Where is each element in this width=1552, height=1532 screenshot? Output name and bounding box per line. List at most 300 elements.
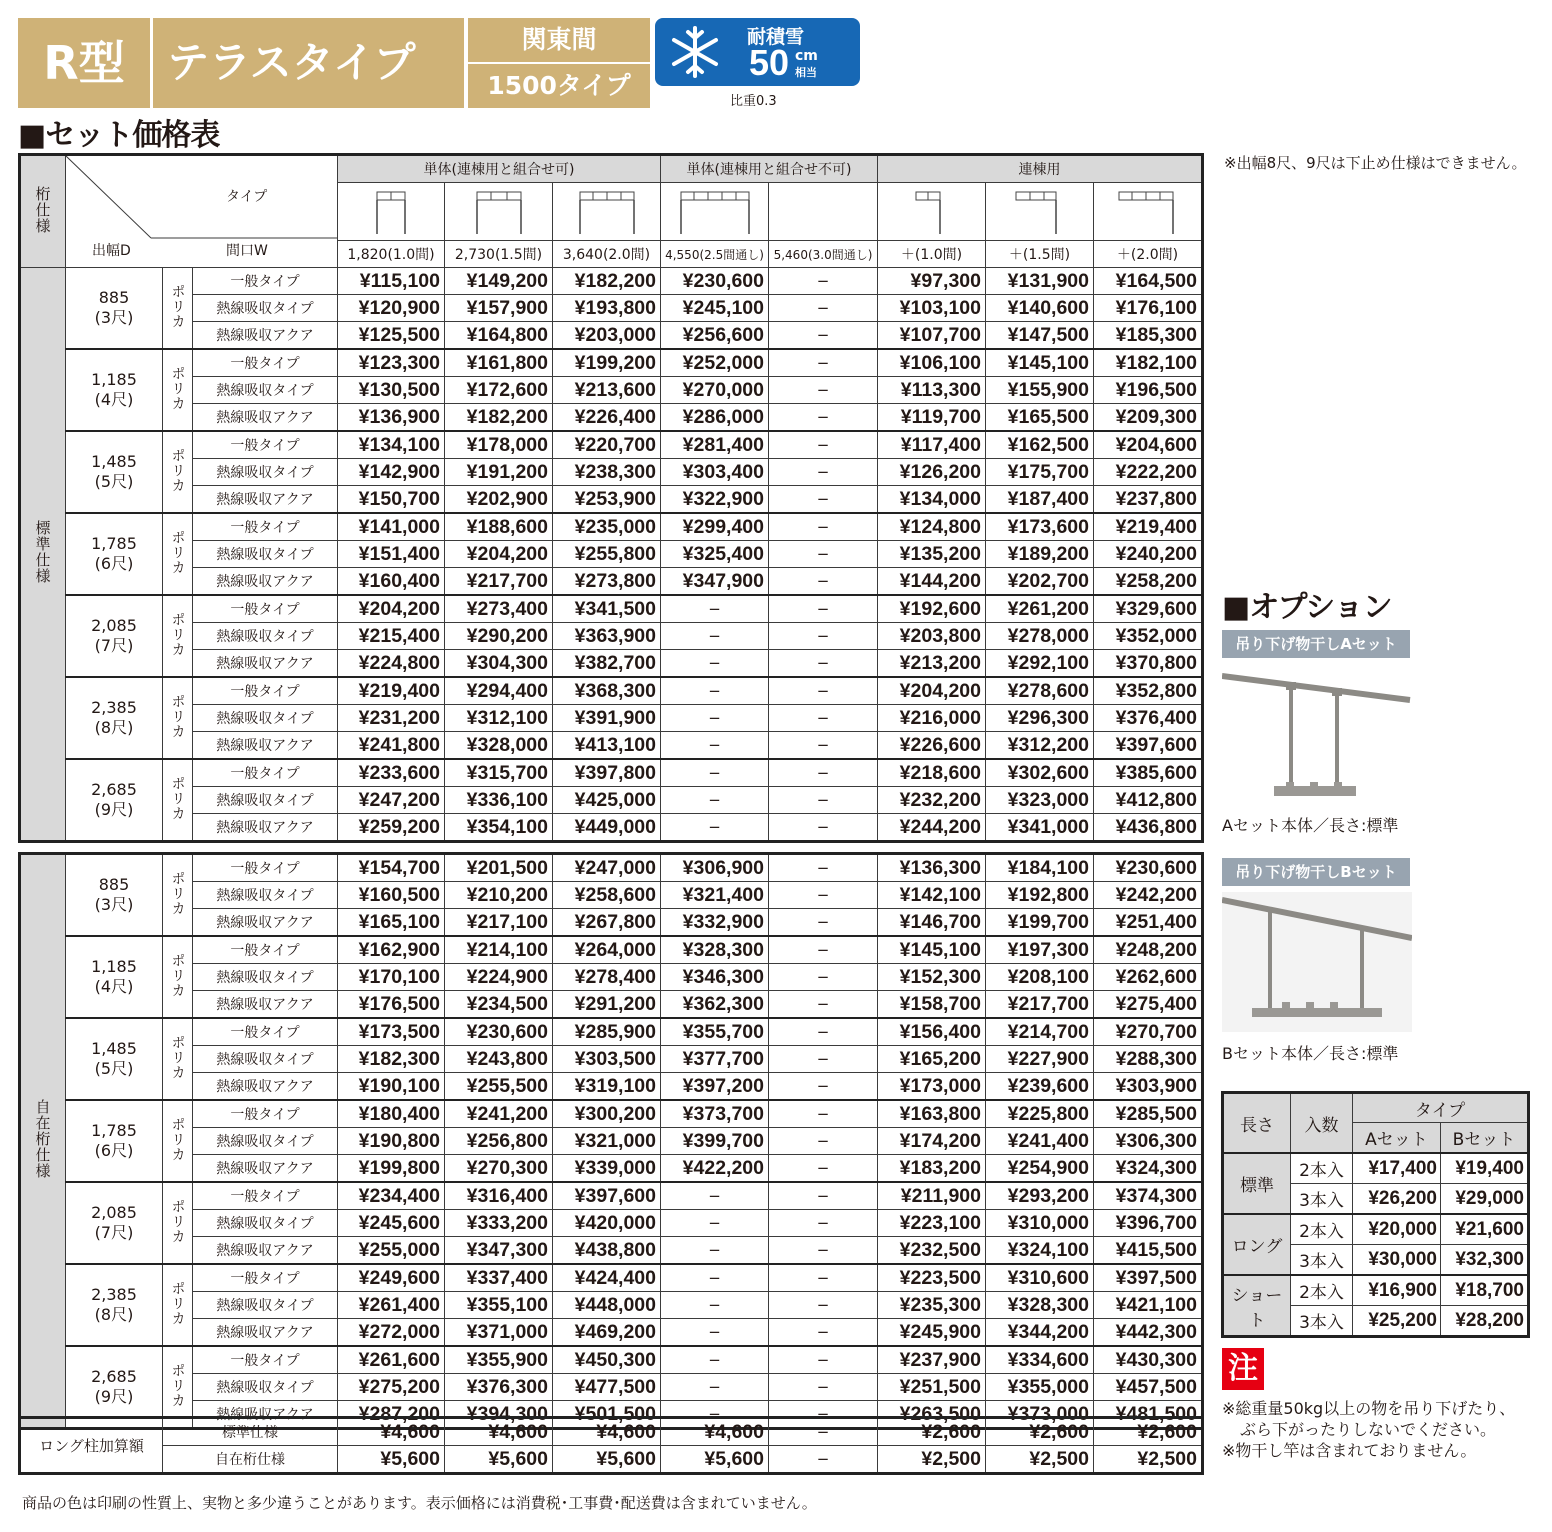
price-cell: ¥237,900 <box>878 1346 986 1374</box>
price-cell: ¥131,900 <box>986 268 1094 295</box>
price-cell: ¥264,000 <box>553 936 661 964</box>
price-cell: ¥412,800 <box>1094 787 1203 814</box>
corner-depth: 出幅D <box>92 243 131 259</box>
price-cell: ¥288,300 <box>1094 1046 1203 1073</box>
price-row <box>20 595 1203 623</box>
price-cell: ¥215,400 <box>338 623 445 650</box>
price-unavailable: − <box>661 1374 769 1401</box>
type-name-box <box>153 18 464 108</box>
price-cell: ¥182,200 <box>445 404 553 432</box>
price-cell: ¥267,800 <box>553 909 661 937</box>
price-unavailable: − <box>769 295 878 322</box>
option-note-1: ※総重量50kg以上の物を吊り下げたり、 <box>1222 1399 1516 1418</box>
price-cell: ¥258,600 <box>553 882 661 909</box>
price-cell: ¥163,800 <box>878 1100 986 1128</box>
shape-5 <box>769 183 878 241</box>
price-row <box>20 759 1203 787</box>
price-unavailable: − <box>769 459 878 486</box>
depth-value: 1,785 <box>91 534 137 553</box>
material-cell <box>163 677 193 759</box>
price-cell: ¥255,500 <box>445 1073 553 1101</box>
price-cell: ¥347,300 <box>445 1237 553 1265</box>
price-cell: ¥180,400 <box>338 1100 445 1128</box>
price-cell: ¥199,700 <box>986 909 1094 937</box>
type-label: 一般タイプ <box>193 854 338 882</box>
price-cell: ¥448,000 <box>553 1292 661 1319</box>
price-cell: ¥442,300 <box>1094 1319 1203 1347</box>
price-cell: ¥199,200 <box>553 349 661 377</box>
option-count: 3本入 <box>1291 1184 1353 1215</box>
price-cell: ¥231,200 <box>338 705 445 732</box>
section-label: 標準仕様 <box>33 520 52 584</box>
price-unavailable: − <box>661 787 769 814</box>
price-cell: ¥303,900 <box>1094 1073 1203 1101</box>
section-spacer-cell <box>20 842 1203 854</box>
price-row <box>20 909 1203 937</box>
option-price-a: ¥25,200 <box>1353 1306 1441 1337</box>
price-cell: ¥126,200 <box>878 459 986 486</box>
price-cell: ¥255,000 <box>338 1237 445 1265</box>
depth-shaku: (6尺) <box>94 1141 134 1160</box>
price-cell: ¥321,400 <box>661 882 769 909</box>
price-row <box>20 541 1203 568</box>
option-price-b: ¥19,400 <box>1441 1153 1529 1184</box>
price-cell: ¥240,200 <box>1094 541 1203 568</box>
depth-cell <box>66 431 163 513</box>
price-cell: ¥147,500 <box>986 322 1094 350</box>
material-cell <box>163 936 193 1018</box>
price-cell: ¥275,400 <box>1094 991 1203 1019</box>
price-cell: ¥344,200 <box>986 1319 1094 1347</box>
type-label: 熱線吸収アクア <box>193 991 338 1019</box>
depth-cell <box>66 349 163 431</box>
long-post-price: ¥4,600 <box>338 1418 445 1446</box>
price-cell: ¥217,700 <box>445 568 553 596</box>
price-unavailable: − <box>769 1128 878 1155</box>
price-cell: ¥103,100 <box>878 295 986 322</box>
price-cell: ¥234,400 <box>338 1182 445 1210</box>
depth-value: 2,385 <box>91 698 137 717</box>
price-unavailable: − <box>769 732 878 760</box>
material-cell <box>163 1182 193 1264</box>
type-label: 熱線吸収タイプ <box>193 295 338 322</box>
price-cell: ¥263,500 <box>878 1401 986 1429</box>
price-cell: ¥278,400 <box>553 964 661 991</box>
price-row <box>20 1073 1203 1101</box>
type-label: 熱線吸収アクア <box>193 909 338 937</box>
type-label: 熱線吸収タイプ <box>193 705 338 732</box>
type-label: 熱線吸収タイプ <box>193 541 338 568</box>
price-cell: ¥287,200 <box>338 1401 445 1429</box>
price-cell: ¥220,700 <box>553 431 661 459</box>
option-price-b: ¥29,000 <box>1441 1184 1529 1215</box>
width-header-2: 2,730(1.5間) <box>445 241 553 268</box>
long-post-price: ¥2,600 <box>878 1418 986 1446</box>
price-cell: ¥251,500 <box>878 1374 986 1401</box>
price-cell: ¥162,500 <box>986 431 1094 459</box>
option-price-a: ¥26,200 <box>1353 1184 1441 1215</box>
price-cell: ¥323,000 <box>986 787 1094 814</box>
price-cell: ¥248,200 <box>1094 936 1203 964</box>
price-cell: ¥352,000 <box>1094 623 1203 650</box>
price-cell: ¥420,000 <box>553 1210 661 1237</box>
price-cell: ¥106,100 <box>878 349 986 377</box>
snow-label: 耐積雪 <box>747 26 805 48</box>
depth-value: 885 <box>98 875 130 894</box>
type-label: 熱線吸収タイプ <box>193 459 338 486</box>
price-cell: ¥243,800 <box>445 1046 553 1073</box>
note-badge <box>1222 1348 1264 1390</box>
price-unavailable: − <box>661 1237 769 1265</box>
price-cell: ¥481,500 <box>1094 1401 1203 1429</box>
price-cell: ¥164,800 <box>445 322 553 350</box>
price-cell: ¥187,400 <box>986 486 1094 514</box>
price-unavailable: − <box>769 1401 878 1429</box>
price-cell: ¥315,700 <box>445 759 553 787</box>
type-label: 一般タイプ <box>193 936 338 964</box>
depth-shaku: (3尺) <box>94 308 134 327</box>
section-label: 自在桁仕様 <box>33 1099 52 1179</box>
width-header-4: 4,550(2.5間通し) <box>661 241 769 268</box>
price-cell: ¥136,300 <box>878 854 986 882</box>
depth-cell <box>66 1018 163 1100</box>
price-row <box>20 705 1203 732</box>
price-cell: ¥322,900 <box>661 486 769 514</box>
price-cell: ¥120,900 <box>338 295 445 322</box>
price-cell: ¥209,300 <box>1094 404 1203 432</box>
price-cell: ¥172,600 <box>445 377 553 404</box>
shape-4 <box>661 183 769 241</box>
price-unavailable: − <box>661 814 769 842</box>
shape-6 <box>878 183 986 241</box>
price-unavailable: − <box>769 650 878 678</box>
material-cell <box>163 349 193 431</box>
depth-value: 2,385 <box>91 1285 137 1304</box>
price-cell: ¥438,800 <box>553 1237 661 1265</box>
long-post-price: ¥5,600 <box>445 1446 553 1474</box>
price-cell: ¥142,100 <box>878 882 986 909</box>
price-row <box>20 1182 1203 1210</box>
type-label: 一般タイプ <box>193 1182 338 1210</box>
option-note-3: ※物干し竿は含まれておりません。 <box>1222 1441 1477 1460</box>
price-cell: ¥261,400 <box>338 1292 445 1319</box>
price-unavailable: − <box>769 1182 878 1210</box>
price-cell: ¥397,600 <box>553 1182 661 1210</box>
type-label: 熱線吸収タイプ <box>193 882 338 909</box>
price-cell: ¥211,900 <box>878 1182 986 1210</box>
price-unavailable: − <box>661 759 769 787</box>
material-cell <box>163 513 193 595</box>
depth-value: 2,085 <box>91 1203 137 1222</box>
shape-3 <box>553 183 661 241</box>
price-cell: ¥310,000 <box>986 1210 1094 1237</box>
width-header-3: 3,640(2.0間) <box>553 241 661 268</box>
price-cell: ¥142,900 <box>338 459 445 486</box>
depth-shaku: (6尺) <box>94 554 134 573</box>
price-cell: ¥227,900 <box>986 1046 1094 1073</box>
price-cell: ¥292,100 <box>986 650 1094 678</box>
depth-shaku: (9尺) <box>94 800 134 819</box>
price-cell: ¥125,500 <box>338 322 445 350</box>
option-b-tag: 吊り下げ物干しBセット <box>1222 858 1410 886</box>
price-cell: ¥204,200 <box>878 677 986 705</box>
price-unavailable: − <box>769 759 878 787</box>
price-row <box>20 1292 1203 1319</box>
option-price-a: ¥30,000 <box>1353 1245 1441 1276</box>
material-cell <box>163 1018 193 1100</box>
long-post-price: ¥2,500 <box>1094 1446 1203 1474</box>
price-cell: ¥251,400 <box>1094 909 1203 937</box>
price-cell: ¥217,100 <box>445 909 553 937</box>
price-row <box>20 349 1203 377</box>
option-count: 2本入 <box>1291 1153 1353 1184</box>
price-cell: ¥178,000 <box>445 431 553 459</box>
price-row <box>20 1237 1203 1265</box>
price-cell: ¥190,100 <box>338 1073 445 1101</box>
material-label: ポリカ <box>169 1034 186 1080</box>
price-cell: ¥241,200 <box>445 1100 553 1128</box>
depth-cell <box>66 268 163 350</box>
note-badge-label: 注 <box>1228 1351 1258 1386</box>
price-cell: ¥332,900 <box>661 909 769 937</box>
type-label: 熱線吸収タイプ <box>193 1292 338 1319</box>
price-cell: ¥164,500 <box>1094 268 1203 295</box>
type-label: 熱線吸収アクア <box>193 1073 338 1101</box>
price-cell: ¥214,100 <box>445 936 553 964</box>
long-post-price: ¥2,500 <box>986 1446 1094 1474</box>
price-unavailable: − <box>769 623 878 650</box>
price-row <box>20 677 1203 705</box>
type-label: 一般タイプ <box>193 759 338 787</box>
price-cell: ¥278,000 <box>986 623 1094 650</box>
price-unavailable: − <box>769 349 878 377</box>
price-cell: ¥97,300 <box>878 268 986 295</box>
type-label: 一般タイプ <box>193 1100 338 1128</box>
price-cell: ¥161,800 <box>445 349 553 377</box>
long-post-price: ¥5,600 <box>661 1446 769 1474</box>
option-row <box>1223 1153 1529 1184</box>
type-label: 熱線吸収タイプ <box>193 787 338 814</box>
material-label: ポリカ <box>169 611 186 657</box>
option-price-b: ¥18,700 <box>1441 1275 1529 1306</box>
price-cell: ¥170,100 <box>338 964 445 991</box>
price-unavailable: − <box>769 513 878 541</box>
price-cell: ¥346,300 <box>661 964 769 991</box>
price-unavailable: − <box>661 677 769 705</box>
price-cell: ¥457,500 <box>1094 1374 1203 1401</box>
price-cell: ¥469,200 <box>553 1319 661 1347</box>
price-cell: ¥204,200 <box>445 541 553 568</box>
long-post-price: ¥2,600 <box>1094 1418 1203 1446</box>
type-label: 一般タイプ <box>193 268 338 295</box>
region-box <box>468 18 650 62</box>
price-unavailable: − <box>661 1210 769 1237</box>
price-cell: ¥355,700 <box>661 1018 769 1046</box>
type-label: 熱線吸収タイプ <box>193 377 338 404</box>
price-cell: ¥352,800 <box>1094 677 1203 705</box>
option-count: 2本入 <box>1291 1275 1353 1306</box>
price-cell: ¥151,400 <box>338 541 445 568</box>
price-unavailable: − <box>769 991 878 1019</box>
depth-shaku: (3尺) <box>94 895 134 914</box>
depth-shaku: (4尺) <box>94 977 134 996</box>
shape-2 <box>445 183 553 241</box>
price-cell: ¥334,600 <box>986 1346 1094 1374</box>
price-unavailable: − <box>769 705 878 732</box>
type-label: 熱線吸収タイプ <box>193 1128 338 1155</box>
price-cell: ¥341,500 <box>553 595 661 623</box>
long-post-table <box>18 1416 1204 1475</box>
price-unavailable: − <box>769 486 878 514</box>
price-row <box>20 650 1203 678</box>
price-cell: ¥241,400 <box>986 1128 1094 1155</box>
price-cell: ¥328,000 <box>445 732 553 760</box>
price-cell: ¥208,100 <box>986 964 1094 991</box>
price-cell: ¥199,800 <box>338 1155 445 1183</box>
price-cell: ¥156,400 <box>878 1018 986 1046</box>
price-cell: ¥242,200 <box>1094 882 1203 909</box>
price-unavailable: − <box>769 1446 878 1474</box>
price-cell: ¥233,600 <box>338 759 445 787</box>
price-cell: ¥146,700 <box>878 909 986 937</box>
price-cell: ¥278,600 <box>986 677 1094 705</box>
price-cell: ¥261,200 <box>986 595 1094 623</box>
price-row <box>20 513 1203 541</box>
price-cell: ¥270,300 <box>445 1155 553 1183</box>
material-cell <box>163 595 193 677</box>
option-price-b: ¥21,600 <box>1441 1214 1529 1245</box>
material-cell <box>163 1100 193 1182</box>
price-cell: ¥377,700 <box>661 1046 769 1073</box>
price-row <box>20 623 1203 650</box>
price-unavailable: − <box>769 404 878 432</box>
type-label: 熱線吸収タイプ <box>193 1374 338 1401</box>
price-unavailable: − <box>769 1319 878 1347</box>
price-cell: ¥154,700 <box>338 854 445 882</box>
option-length: 標準 <box>1223 1153 1291 1214</box>
price-cell: ¥376,300 <box>445 1374 553 1401</box>
type-label: 一般タイプ <box>193 431 338 459</box>
type-label: 熱線吸収タイプ <box>193 623 338 650</box>
price-cell: ¥303,400 <box>661 459 769 486</box>
price-cell: ¥341,000 <box>986 814 1094 842</box>
price-cell: ¥173,000 <box>878 1073 986 1101</box>
type-label: 一般タイプ <box>193 513 338 541</box>
price-cell: ¥237,800 <box>1094 486 1203 514</box>
price-cell: ¥399,700 <box>661 1128 769 1155</box>
price-cell: ¥165,200 <box>878 1046 986 1073</box>
long-post-label: ロング柱加算額 <box>20 1418 163 1474</box>
long-post-spec: 自在桁仕様 <box>163 1446 338 1474</box>
price-cell: ¥254,900 <box>986 1155 1094 1183</box>
corner-spec: 桁仕様 <box>33 185 52 234</box>
price-cell: ¥216,000 <box>878 705 986 732</box>
width-header-1: 1,820(1.0間) <box>338 241 445 268</box>
price-cell: ¥191,200 <box>445 459 553 486</box>
price-cell: ¥249,600 <box>338 1264 445 1292</box>
price-cell: ¥373,000 <box>986 1401 1094 1429</box>
option-header-length: 長さ <box>1223 1093 1291 1154</box>
price-cell: ¥223,500 <box>878 1264 986 1292</box>
price-cell: ¥173,600 <box>986 513 1094 541</box>
long-post-row <box>20 1418 1203 1446</box>
type-name: テラスタイプ <box>167 38 416 87</box>
price-row <box>20 568 1203 596</box>
price-cell: ¥300,200 <box>553 1100 661 1128</box>
price-cell: ¥304,300 <box>445 650 553 678</box>
long-post-row <box>20 1446 1203 1474</box>
price-cell: ¥430,300 <box>1094 1346 1203 1374</box>
size-type-box <box>468 64 650 108</box>
price-unavailable: − <box>769 268 878 295</box>
price-cell: ¥241,800 <box>338 732 445 760</box>
price-cell: ¥107,700 <box>878 322 986 350</box>
price-cell: ¥312,200 <box>986 732 1094 760</box>
price-unavailable: − <box>769 909 878 937</box>
price-cell: ¥173,500 <box>338 1018 445 1046</box>
price-row <box>20 1210 1203 1237</box>
depth-cell <box>66 936 163 1018</box>
option-length: ショート <box>1223 1275 1291 1337</box>
price-cell: ¥192,600 <box>878 595 986 623</box>
price-row <box>20 322 1203 350</box>
price-cell: ¥165,500 <box>986 404 1094 432</box>
price-cell: ¥226,400 <box>553 404 661 432</box>
depth-shaku: (5尺) <box>94 1059 134 1078</box>
price-cell: ¥202,700 <box>986 568 1094 596</box>
price-cell: ¥175,700 <box>986 459 1094 486</box>
price-cell: ¥145,100 <box>878 936 986 964</box>
price-cell: ¥213,200 <box>878 650 986 678</box>
type-label: 一般タイプ <box>193 1018 338 1046</box>
price-unavailable: − <box>661 623 769 650</box>
long-post-price: ¥5,600 <box>553 1446 661 1474</box>
price-cell: ¥230,600 <box>1094 854 1203 882</box>
material-label: ポリカ <box>169 447 186 493</box>
price-cell: ¥321,000 <box>553 1128 661 1155</box>
price-unavailable: − <box>769 854 878 882</box>
shape-7 <box>986 183 1094 241</box>
price-unavailable: − <box>661 1182 769 1210</box>
type-label: 熱線吸収アクア <box>193 568 338 596</box>
price-row <box>20 1319 1203 1347</box>
price-cell: ¥374,300 <box>1094 1182 1203 1210</box>
price-row <box>20 459 1203 486</box>
price-unavailable: − <box>661 1319 769 1347</box>
price-row <box>20 882 1203 909</box>
price-cell: ¥281,400 <box>661 431 769 459</box>
corner-spec-cell <box>20 155 66 268</box>
shape-8 <box>1094 183 1203 241</box>
material-label: ポリカ <box>169 1116 186 1162</box>
width-header-6: ＋(1.0間) <box>878 241 986 268</box>
price-cell: ¥235,300 <box>878 1292 986 1319</box>
type-label: 熱線吸収アクア <box>193 732 338 760</box>
depth-value: 2,685 <box>91 1367 137 1386</box>
price-unavailable: − <box>769 1073 878 1101</box>
price-unavailable: − <box>769 882 878 909</box>
price-cell: ¥232,500 <box>878 1237 986 1265</box>
price-cell: ¥370,800 <box>1094 650 1203 678</box>
price-unavailable: − <box>769 936 878 964</box>
price-unavailable: − <box>769 1155 878 1183</box>
price-row <box>20 404 1203 432</box>
price-row <box>20 814 1203 842</box>
price-cell: ¥294,400 <box>445 677 553 705</box>
depth-cell <box>66 677 163 759</box>
price-cell: ¥397,500 <box>1094 1264 1203 1292</box>
price-cell: ¥371,000 <box>445 1319 553 1347</box>
